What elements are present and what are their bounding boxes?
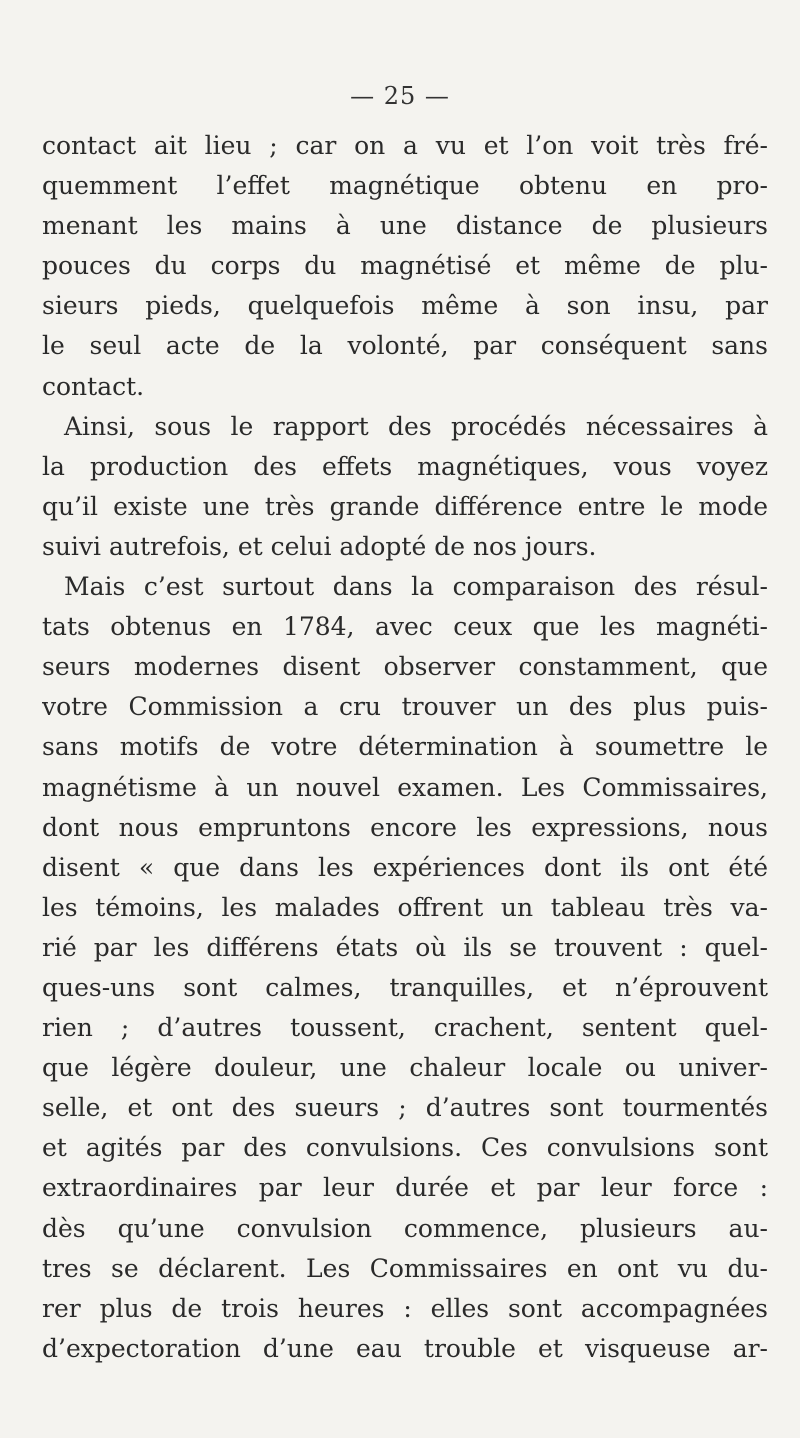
- text-line: suivi autrefois, et celui adopté de nos jours.: [42, 531, 597, 561]
- text-line: et agités par des convulsions. Ces convulsions sont: [42, 1133, 768, 1163]
- text-line: seurs modernes disent observer constamment, que: [42, 652, 768, 682]
- text-line: contact ait lieu ; car on a vu et l’on voit très fré-: [42, 131, 768, 160]
- text-line: d’expectoration d’une eau trouble et visqueuse ar-: [42, 1333, 768, 1363]
- text-line: sieurs pieds, quelquefois même à son insu, par: [42, 291, 768, 321]
- text-line: contact.: [42, 371, 145, 401]
- text-line: menant les mains à une distance de plusieurs: [42, 211, 768, 241]
- text-line: rer plus de trois heures : elles sont accompagnées: [42, 1293, 768, 1323]
- text-line: rié par les différens états où ils se trouvent : quel-: [42, 932, 768, 962]
- text-line: Ainsi, sous le rapport des procédés nécessaires à: [64, 411, 768, 441]
- text-line: le seul acte de la volonté, par conséquent sans: [42, 331, 768, 361]
- text-line: dès qu’une convulsion commence, plusieurs au-: [42, 1213, 768, 1243]
- text-line: selle, et ont des sueurs ; d’autres sont tourmentés: [42, 1093, 768, 1123]
- text-line: magnétisme à un nouvel examen. Les Commissaires,: [42, 772, 768, 802]
- text-line: quemment l’effet magnétique obtenu en pro-: [42, 171, 768, 201]
- text-line: extraordinaires par leur durée et par leur force :: [42, 1173, 768, 1203]
- text-line: votre Commission a cru trouver un des plus puis-: [42, 692, 768, 722]
- text-line: tres se déclarent. Les Commissaires en ont vu du-: [42, 1253, 768, 1283]
- text-line: sans motifs de votre détermination à soumettre le: [42, 732, 768, 762]
- text-line: rien ; d’autres toussent, crachent, sentent quel-: [42, 1013, 768, 1043]
- text-line: dont nous empruntons encore les expressions, nous: [42, 812, 768, 842]
- text-line: qu’il existe une très grande différence entre le mode: [42, 491, 768, 521]
- text-line: Mais c’est surtout dans la comparaison des résul-: [64, 572, 768, 602]
- text-line: que légère douleur, une chaleur locale ou univer-: [42, 1053, 768, 1083]
- text-line: les témoins, les malades offrent un tableau très va-: [42, 892, 768, 922]
- text-line: tats obtenus en 1784, avec ceux que les magnéti-: [42, 612, 768, 642]
- text-line: ques-uns sont calmes, tranquilles, et n’éprouvent: [42, 972, 768, 1002]
- text-line: la production des effets magnétiques, vous voyez: [42, 451, 768, 481]
- text-line: disent « que dans les expériences dont ils ont été: [42, 852, 768, 882]
- page-number: — 25 —: [350, 82, 450, 110]
- text-line: pouces du corps du magnétisé et même de plu-: [42, 251, 768, 281]
- body-text: [42, 126, 768, 1369]
